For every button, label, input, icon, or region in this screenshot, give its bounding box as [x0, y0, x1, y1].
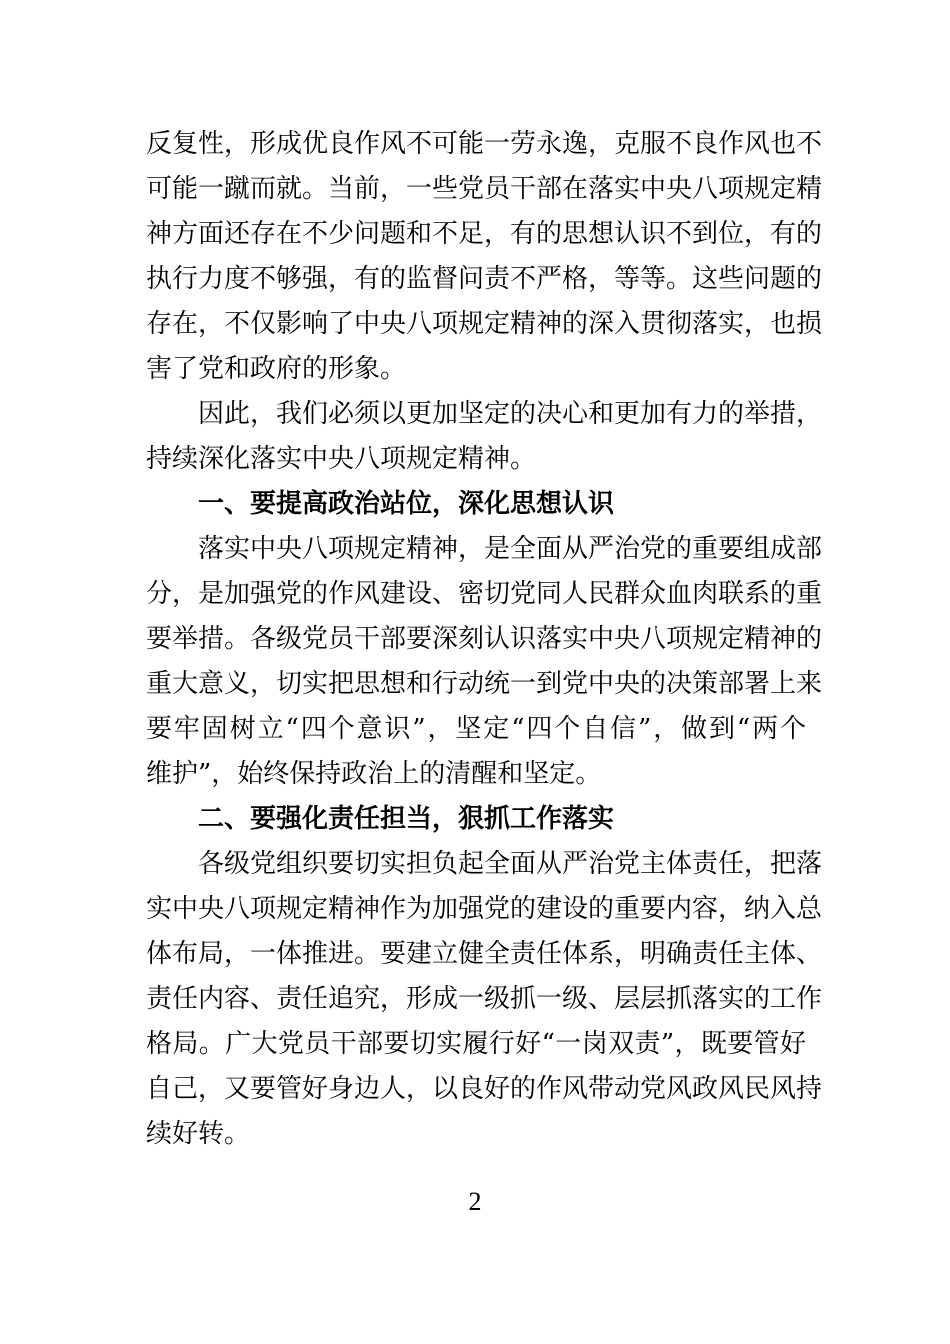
text-line: 分，是加强党的作风建设、密切党同人民群众血肉联系的重 — [146, 579, 823, 609]
section-heading-1: 一、要提高政治站位，深化思想认识 — [198, 489, 615, 519]
text-line: 害了党和政府的形象。 — [146, 354, 407, 384]
text-line: 落实中央八项规定精神，是全面从严治党的重要组成部 — [198, 534, 823, 564]
text-line: 实中央八项规定精神作为加强党的建设的重要内容，纳入总 — [146, 894, 823, 924]
text-line: 要牢固树立“四个意识”，坚定“四个自信”，做到“两个 — [146, 714, 806, 744]
paragraph-section-1 — [146, 527, 823, 797]
text-line: 神方面还存在不少问题和不足，有的思想认识不到位，有的 — [146, 219, 823, 249]
paragraph-therefore — [146, 392, 823, 482]
text-line: 存在，不仅影响了中央八项规定精神的深入贯彻落实，也损 — [146, 309, 823, 339]
paragraph-section-2 — [146, 842, 823, 1157]
text-line: 因此，我们必须以更加坚定的决心和更加有力的举措， — [198, 399, 823, 429]
text-line: 维护”，始终保持政治上的清醒和坚定。 — [146, 759, 602, 789]
text-line: 格局。广大党员干部要切实履行好“一岗双责”，既要管好 — [146, 1029, 806, 1059]
page-number: 2 — [468, 1187, 482, 1216]
text-line: 反复性，形成优良作风不可能一劳永逸，克服不良作风也不 — [146, 129, 823, 159]
document-body — [146, 122, 823, 1157]
section-heading-2: 二、要强化责任担当，狠抓工作落实 — [198, 804, 615, 834]
text-line: 可能一蹴而就。当前，一些党员干部在落实中央八项规定精 — [146, 174, 823, 204]
text-line: 责任内容、责任追究，形成一级抓一级、层层抓落实的工作 — [146, 984, 823, 1014]
paragraph-continuation — [146, 122, 823, 392]
text-line: 要举措。各级党员干部要深刻认识落实中央八项规定精神的 — [146, 624, 823, 654]
text-line: 持续深化落实中央八项规定精神。 — [146, 444, 537, 474]
text-line: 重大意义，切实把思想和行动统一到党中央的决策部署上来 — [146, 669, 823, 699]
text-line: 续好转。 — [146, 1119, 251, 1149]
text-line: 体布局，一体推进。要建立健全责任体系，明确责任主体、 — [146, 939, 823, 969]
text-line: 执行力度不够强，有的监督问责不严格，等等。这些问题的 — [146, 264, 823, 294]
text-line: 各级党组织要切实担负起全面从严治党主体责任，把落 — [198, 849, 823, 879]
text-line: 自己，又要管好身边人，以良好的作风带动党风政风民风持 — [146, 1074, 823, 1104]
